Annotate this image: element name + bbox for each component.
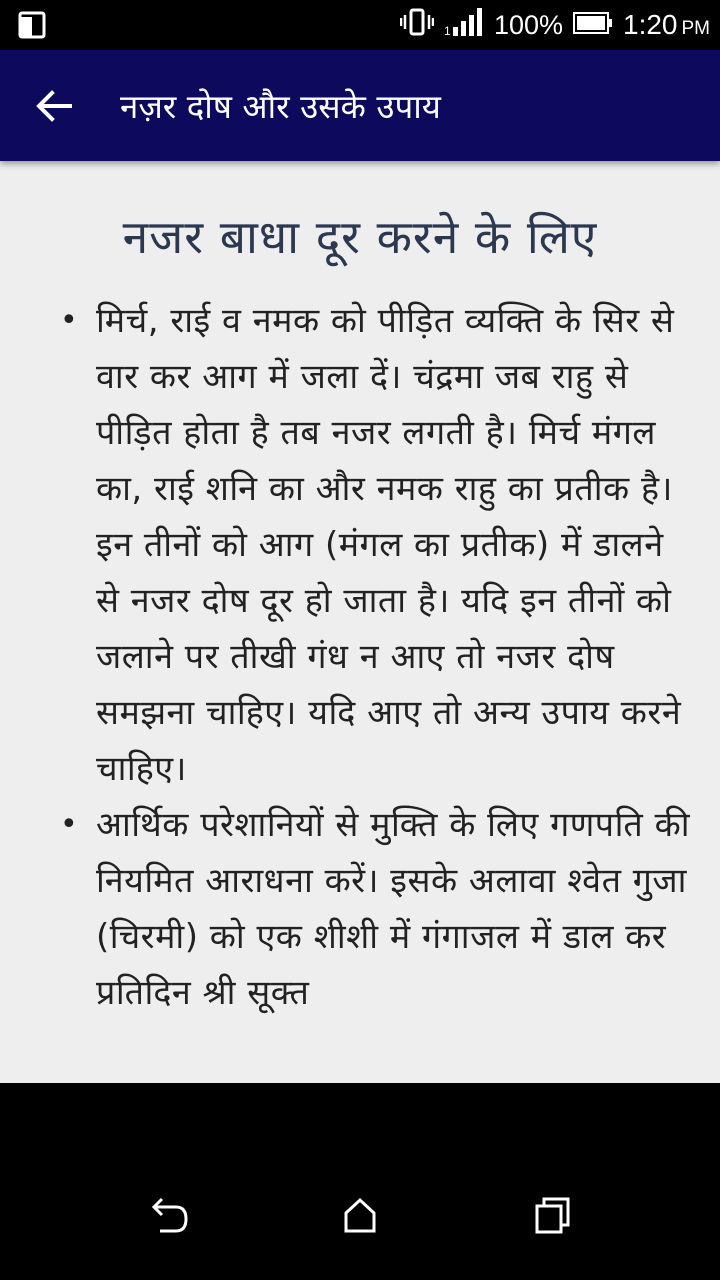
clock-time: 1:20 xyxy=(623,9,678,40)
list-item xyxy=(0,293,720,797)
page-title: नज़र दोष और उसके उपाय xyxy=(120,87,441,126)
clock-ampm: PM xyxy=(681,18,710,39)
home-icon[interactable] xyxy=(338,1193,382,1237)
status-bar xyxy=(0,0,720,50)
app-bar xyxy=(0,50,720,161)
clock xyxy=(623,9,710,41)
bullet-icon: • xyxy=(60,303,79,338)
article-content[interactable] xyxy=(0,161,720,1083)
battery-percent: 100% xyxy=(493,9,563,40)
vibrate-icon xyxy=(400,8,434,43)
svg-text:1: 1 xyxy=(443,23,451,37)
list-item-text: मिर्च, राई व नमक को पीड़ित व्यक्ति के सिर से वार कर आग में जला दें। चंद्रमा जब राहु से पीड़ित होता है तब नजर लगती है। मिर्च मंगल का, राई शनि का और नमक राहु का प्रतीक है। इन तीनों को आग (मंगल का प्रतीक) में डालने से नजर दोष दूर हो जाता है। यदि इन तीनों को जलाने पर तीखी गंध न आए तो नजर दोष समझना चाहिए। यदि आए तो अन्य उपाय करने चाहिए। xyxy=(96,301,682,789)
navigation-bar xyxy=(0,1083,720,1280)
bullet-icon: • xyxy=(60,807,79,842)
signal-icon xyxy=(444,7,484,44)
arrow-back-icon[interactable] xyxy=(34,86,74,126)
back-icon[interactable] xyxy=(146,1193,190,1237)
list-item xyxy=(0,797,720,1021)
battery-icon xyxy=(573,10,613,41)
list-item-text: आर्थिक परेशानियों से मुक्ति के लिए गणपति की नियमित आराधना करें। इसके अलावा श्वेत गुजा (चिरमी) को एक शीशी में गंगाजल में डाल कर प्रतिदिन श्री सूक्त xyxy=(96,805,691,1013)
tips-list xyxy=(0,293,720,1021)
recents-icon[interactable] xyxy=(530,1193,574,1237)
article-heading: नजर बाधा दूर करने के लिए xyxy=(122,210,598,264)
screen-mirror-icon xyxy=(18,11,48,43)
